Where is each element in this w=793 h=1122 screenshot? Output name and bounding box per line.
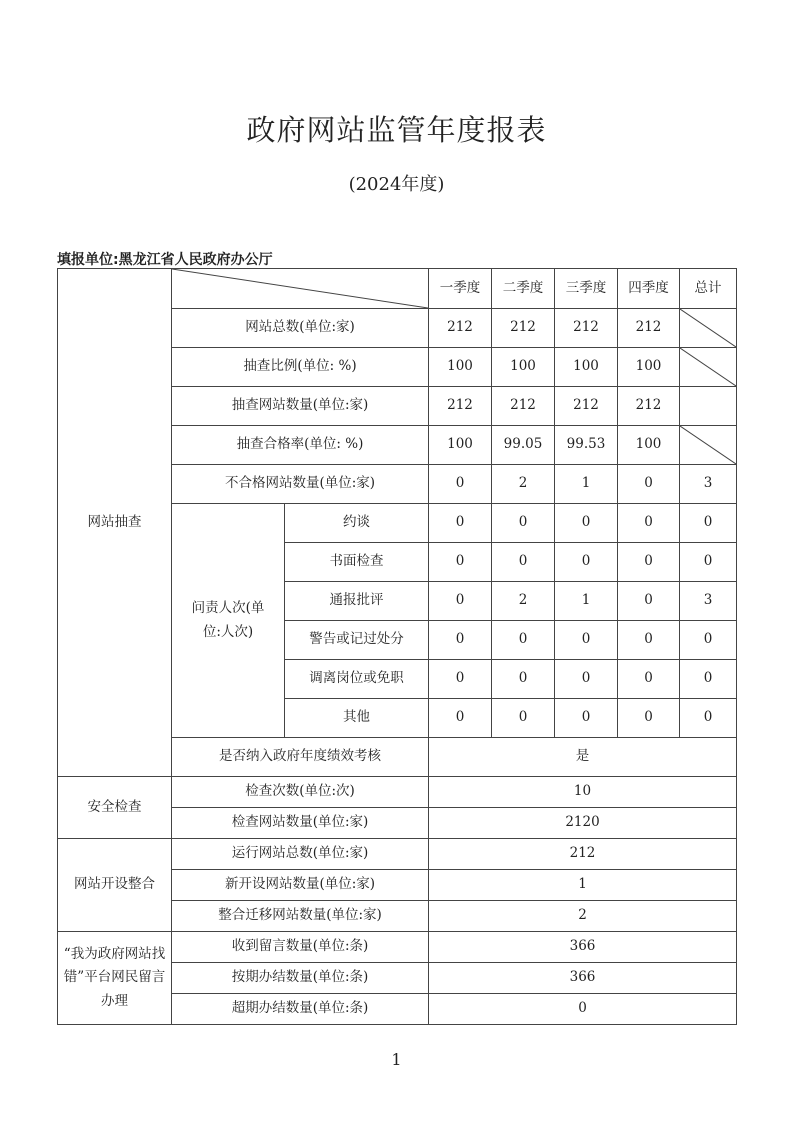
row-label: 检查次数(单位:次): [172, 777, 429, 808]
total-cell: 0: [680, 504, 737, 543]
row-label: 运行网站总数(单位:家): [172, 839, 429, 870]
total-cell: 0: [680, 543, 737, 582]
row-label: 调离岗位或免职: [285, 660, 429, 699]
total-cell: 3: [680, 465, 737, 504]
header-total: 总计: [680, 269, 737, 309]
row-label: 抽查网站数量(单位:家): [172, 387, 429, 426]
row-label: 书面检查: [285, 543, 429, 582]
value-cell: 212: [555, 387, 618, 426]
row-label: 按期办结数量(单位:条): [172, 963, 429, 994]
table-row: [58, 777, 737, 808]
value-cell: 0: [618, 465, 680, 504]
value-cell: 1: [429, 870, 737, 901]
row-label: 约谈: [285, 504, 429, 543]
header-q3: 三季度: [555, 269, 618, 309]
value-cell: 212: [429, 387, 492, 426]
value-cell: 100: [618, 426, 680, 465]
value-cell: 99.53: [555, 426, 618, 465]
value-cell: 1: [555, 582, 618, 621]
value-cell: 212: [429, 839, 737, 870]
value-cell: 100: [555, 348, 618, 387]
report-year: (2024年度): [348, 174, 445, 195]
value-cell: 2: [492, 582, 555, 621]
value-cell: 10: [429, 777, 737, 808]
value-cell: 212: [555, 309, 618, 348]
value-cell: 0: [555, 621, 618, 660]
header-diagonal-cell: [172, 269, 429, 309]
row-label: 抽查比例(单位: %): [172, 348, 429, 387]
section-label-messages: “我为政府网站找错”平台网民留言办理: [58, 932, 172, 1025]
value-cell: 0: [555, 504, 618, 543]
value-cell: 212: [618, 309, 680, 348]
row-label: 不合格网站数量(单位:家): [172, 465, 429, 504]
value-cell: 0: [555, 699, 618, 738]
row-label: 网站总数(单位:家): [172, 309, 429, 348]
row-label: 是否纳入政府年度绩效考核: [172, 738, 429, 777]
value-cell: 0: [618, 504, 680, 543]
total-diagonal-cell: [680, 309, 737, 348]
row-label: 其他: [285, 699, 429, 738]
total-cell: 0: [680, 660, 737, 699]
value-cell: 0: [429, 504, 492, 543]
value-cell: 1: [555, 465, 618, 504]
value-cell: 0: [492, 699, 555, 738]
page-title: 政府网站监管年度报表: [246, 113, 547, 147]
value-cell: 0: [555, 543, 618, 582]
report-table: [57, 268, 737, 1025]
value-cell: 2: [492, 465, 555, 504]
value-cell: 0: [618, 699, 680, 738]
value-cell: 0: [492, 504, 555, 543]
value-cell: 212: [429, 309, 492, 348]
value-cell: 0: [429, 994, 737, 1025]
total-cell: 0: [680, 699, 737, 738]
empty-total-cell: [680, 387, 737, 426]
section-label-website-check: 网站抽查: [58, 269, 172, 777]
value-cell: 212: [492, 309, 555, 348]
value-cell: 0: [555, 660, 618, 699]
row-label: 整合迁移网站数量(单位:家): [172, 901, 429, 932]
total-cell: 3: [680, 582, 737, 621]
value-cell: 0: [618, 660, 680, 699]
value-cell: 100: [618, 348, 680, 387]
diagonal-line-icon: [680, 348, 736, 386]
value-cell: 100: [429, 348, 492, 387]
value-cell: 366: [429, 932, 737, 963]
value-cell: 100: [492, 348, 555, 387]
row-label: 检查网站数量(单位:家): [172, 808, 429, 839]
value-cell: 212: [618, 387, 680, 426]
header-q2: 二季度: [492, 269, 555, 309]
total-diagonal-cell: [680, 348, 737, 387]
value-cell: 100: [429, 426, 492, 465]
value-cell: 2120: [429, 808, 737, 839]
reporting-unit: 填报单位:黑龙江省人民政府办公厅: [57, 252, 273, 268]
row-label: 警告或记过处分: [285, 621, 429, 660]
value-cell: 0: [429, 543, 492, 582]
value-cell: 212: [492, 387, 555, 426]
value-cell: 2: [429, 901, 737, 932]
value-cell: 0: [618, 582, 680, 621]
row-label: 收到留言数量(单位:条): [172, 932, 429, 963]
accountability-label: 问责人次(单位:人次): [172, 504, 285, 738]
table-row: [58, 932, 737, 963]
diagonal-line-icon: [172, 269, 428, 308]
row-label: 超期办结数量(单位:条): [172, 994, 429, 1025]
diagonal-line-icon: [680, 309, 736, 347]
value-cell: 0: [618, 543, 680, 582]
value-cell: 0: [492, 543, 555, 582]
total-cell: 0: [680, 621, 737, 660]
value-cell: 0: [429, 582, 492, 621]
total-diagonal-cell: [680, 426, 737, 465]
value-cell: 99.05: [492, 426, 555, 465]
diagonal-line-icon: [680, 426, 736, 464]
header-q1: 一季度: [429, 269, 492, 309]
value-cell: 0: [492, 621, 555, 660]
value-cell: 0: [429, 621, 492, 660]
row-label: 通报批评: [285, 582, 429, 621]
value-cell: 0: [429, 465, 492, 504]
assessment-value: 是: [429, 738, 737, 777]
row-label: 新开设网站数量(单位:家): [172, 870, 429, 901]
row-label: 抽查合格率(单位: %): [172, 426, 429, 465]
table-row: [58, 839, 737, 870]
value-cell: 0: [429, 660, 492, 699]
section-label-security-check: 安全检查: [58, 777, 172, 839]
header-row: [58, 269, 737, 309]
value-cell: 0: [492, 660, 555, 699]
page-number: 1: [391, 1050, 402, 1069]
value-cell: 366: [429, 963, 737, 994]
value-cell: 0: [429, 699, 492, 738]
section-label-integration: 网站开设整合: [58, 839, 172, 932]
value-cell: 0: [618, 621, 680, 660]
header-q4: 四季度: [618, 269, 680, 309]
